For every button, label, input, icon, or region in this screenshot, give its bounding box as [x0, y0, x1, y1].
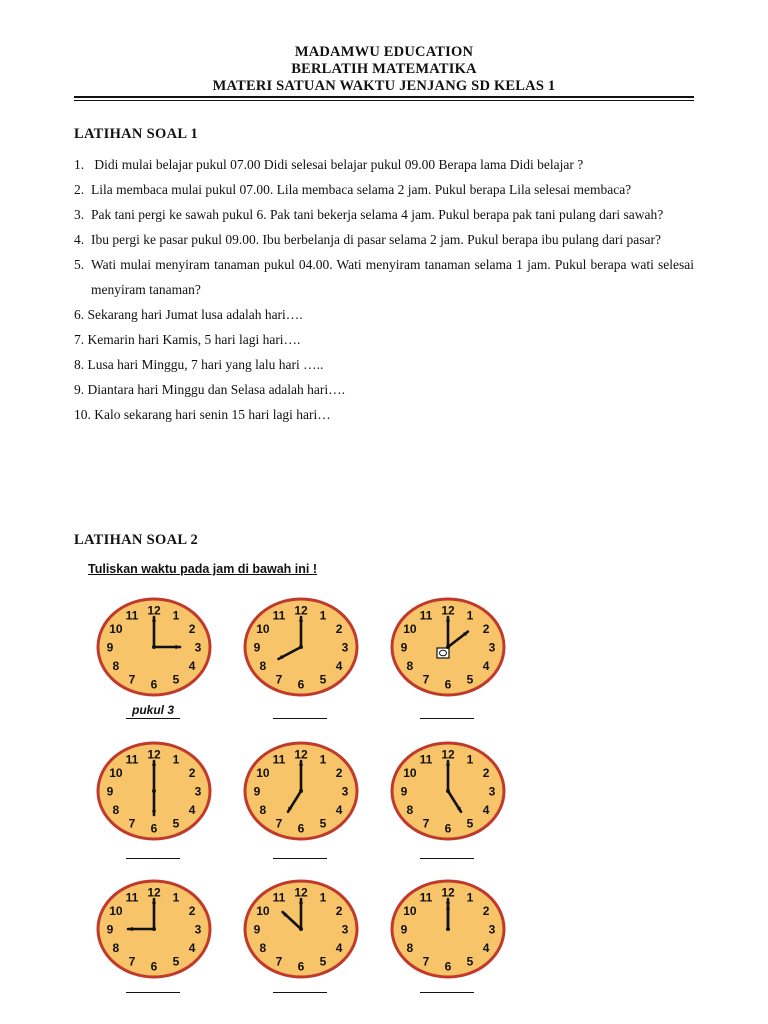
question-text: Didi mulai belajar pukul 07.00 Didi selesai belajar pukul 09.00 Berapa lama Didi belajar ? — [91, 157, 584, 172]
clock-number: 2 — [188, 622, 196, 636]
clock-number: 11 — [125, 608, 139, 623]
clock-2 — [243, 596, 359, 698]
question-item — [74, 202, 694, 227]
clock-number: 4 — [482, 659, 490, 673]
clock-number: 11 — [272, 752, 286, 767]
clock-number: 2 — [482, 904, 490, 918]
header-divider-thick — [74, 96, 694, 98]
clock-pivot — [152, 789, 156, 793]
clock-number: 5 — [466, 954, 474, 969]
clock-number: 7 — [275, 816, 283, 831]
clock-number: 8 — [259, 941, 267, 955]
clock-number: 11 — [272, 890, 286, 905]
question-item — [74, 352, 694, 377]
clock-number: 6 — [444, 959, 452, 974]
clock-number: 7 — [275, 672, 283, 687]
clock-number: 7 — [275, 954, 283, 969]
clock-pivot — [446, 927, 450, 931]
clock-number: 7 — [128, 816, 136, 831]
clock-number: 6 — [150, 959, 158, 974]
question-item — [74, 152, 694, 177]
clock-number: 9 — [400, 784, 408, 799]
clock-number: 5 — [319, 954, 327, 969]
question-number: 7. — [74, 332, 85, 347]
question-number: 10. — [74, 407, 91, 422]
clock-number: 3 — [194, 784, 202, 799]
clock-number: 12 — [294, 747, 308, 762]
question-text: Pak tani pergi ke sawah pukul 6. Pak tani bekerja selama 4 jam. Pukul berapa pak tani pulang dari sawah? — [91, 207, 664, 222]
answer-blank[interactable] — [420, 976, 474, 993]
question-number: 1. — [74, 157, 85, 172]
clock-number: 8 — [112, 803, 120, 817]
question-item — [74, 402, 694, 427]
clock-number: 12 — [294, 603, 308, 618]
clock-number: 7 — [128, 672, 136, 687]
clock-number: 3 — [341, 784, 349, 799]
question-number: 5. — [74, 257, 85, 272]
clock-number: 3 — [194, 922, 202, 937]
answer-blank[interactable] — [126, 842, 180, 859]
clock-number: 8 — [259, 803, 267, 817]
clock-number: 11 — [419, 890, 433, 905]
clock-number: 12 — [147, 747, 161, 762]
section2-instruction: Tuliskan waktu pada jam di bawah ini ! — [88, 562, 317, 576]
clock-5 — [243, 740, 359, 842]
clock-number: 11 — [419, 608, 433, 623]
clock-number: 9 — [253, 640, 261, 655]
clock-number: 2 — [335, 904, 343, 918]
clock-number: 6 — [150, 677, 158, 692]
clock-number: 8 — [406, 659, 414, 673]
question-item — [74, 252, 694, 302]
clock-number: 9 — [106, 640, 114, 655]
clock-number: 10 — [256, 904, 270, 918]
clock-number: 8 — [406, 941, 414, 955]
clock-number: 3 — [341, 922, 349, 937]
clock-number: 1 — [466, 608, 474, 623]
answer-blank[interactable]: pukul 3 — [126, 702, 180, 719]
question-text: Lila membaca mulai pukul 07.00. Lila membaca selama 2 jam. Pukul berapa Lila selesai membaca? — [91, 182, 632, 197]
question-text: Wati mulai menyiram tanaman pukul 04.00. Wati menyiram tanaman selama 1 jam. Pukul berapa wati selesai menyiram tanaman? — [91, 257, 694, 297]
clock-6 — [390, 740, 506, 842]
clock-number: 1 — [466, 752, 474, 767]
clock-number: 2 — [335, 622, 343, 636]
question-text: Sekarang hari Jumat lusa adalah hari…. — [84, 307, 303, 322]
answer-blank[interactable] — [273, 976, 327, 993]
clock-number: 6 — [444, 677, 452, 692]
clock-number: 8 — [112, 941, 120, 955]
clock-pivot — [152, 927, 156, 931]
clock-number: 9 — [253, 784, 261, 799]
clock-number: 3 — [488, 922, 496, 937]
clock-number: 9 — [253, 922, 261, 937]
question-number: 6. — [74, 307, 85, 322]
clock-number: 4 — [335, 941, 343, 955]
clock-number: 3 — [194, 640, 202, 655]
clock-number: 10 — [256, 766, 270, 780]
clock-number: 3 — [488, 784, 496, 799]
clock-number: 9 — [106, 922, 114, 937]
clock-number: 10 — [256, 622, 270, 636]
clock-7 — [96, 878, 212, 980]
clock-number: 1 — [466, 890, 474, 905]
clock-number: 12 — [294, 885, 308, 900]
clock-pivot — [299, 927, 303, 931]
answer-blank[interactable] — [420, 842, 474, 859]
answer-blank[interactable] — [273, 702, 327, 719]
question-number: 3. — [74, 207, 85, 222]
question-item — [74, 327, 694, 352]
clock-number: 10 — [403, 622, 417, 636]
clock-number: 6 — [444, 821, 452, 836]
clock-number: 8 — [406, 803, 414, 817]
clock-number: 12 — [441, 747, 455, 762]
clock-number: 5 — [172, 672, 180, 687]
clock-number: 10 — [403, 766, 417, 780]
clock-8 — [243, 878, 359, 980]
clock-number: 1 — [172, 890, 180, 905]
clock-pivot — [299, 789, 303, 793]
clock-9 — [390, 878, 506, 980]
question-text: Lusa hari Minggu, 7 hari yang lalu hari ….. — [84, 357, 324, 372]
clock-number: 4 — [188, 803, 196, 817]
clock-number: 8 — [112, 659, 120, 673]
clock-number: 12 — [147, 603, 161, 618]
clock-pivot — [299, 645, 303, 649]
question-item — [74, 377, 694, 402]
header-divider-thin — [74, 100, 694, 101]
question-item — [74, 177, 694, 202]
clock-number: 6 — [150, 821, 158, 836]
clock-number: 12 — [147, 885, 161, 900]
clock-number: 9 — [400, 640, 408, 655]
clock-number: 4 — [482, 941, 490, 955]
question-text: Ibu pergi ke pasar pukul 09.00. Ibu berbelanja di pasar selama 2 jam. Pukul berapa ibu pulang dari pasar? — [91, 232, 661, 247]
clock-number: 7 — [422, 816, 430, 831]
clock-number: 11 — [125, 890, 139, 905]
question-number: 2. — [74, 182, 85, 197]
clock-number: 10 — [109, 622, 123, 636]
answer-blank[interactable] — [126, 976, 180, 993]
question-text: Kemarin hari Kamis, 5 hari lagi hari…. — [84, 332, 301, 347]
clock-number: 6 — [297, 677, 305, 692]
clock-number: 5 — [172, 816, 180, 831]
question-number: 9. — [74, 382, 85, 397]
clock-number: 1 — [172, 608, 180, 623]
clock-number: 6 — [297, 821, 305, 836]
clock-number: 2 — [188, 766, 196, 780]
clock-number: 4 — [335, 803, 343, 817]
clock-number: 2 — [482, 766, 490, 780]
clock-number: 2 — [335, 766, 343, 780]
clock-4 — [96, 740, 212, 842]
question-text: Diantara hari Minggu dan Selasa adalah hari…. — [84, 382, 346, 397]
question-item — [74, 302, 694, 327]
clock-number: 4 — [335, 659, 343, 673]
section2-title: LATIHAN SOAL 2 — [74, 532, 198, 548]
question-item — [74, 227, 694, 252]
answer-blank[interactable] — [420, 702, 474, 719]
header-org: MADAMWU EDUCATION — [294, 44, 474, 60]
question-number: 8. — [74, 357, 85, 372]
header-subject: BERLATIH MATEMATIKA — [291, 61, 477, 77]
clock-number: 5 — [319, 816, 327, 831]
clock-number: 7 — [128, 954, 136, 969]
clock-number: 4 — [482, 803, 490, 817]
clock-number: 10 — [109, 904, 123, 918]
clock-number: 9 — [106, 784, 114, 799]
clock-center-box — [437, 648, 449, 658]
clock-number: 6 — [297, 959, 305, 974]
clock-number: 9 — [400, 922, 408, 937]
clock-number: 4 — [188, 659, 196, 673]
clock-number: 1 — [319, 608, 327, 623]
clock-number: 7 — [422, 954, 430, 969]
clock-number: 3 — [488, 640, 496, 655]
question-text: Kalo sekarang hari senin 15 hari lagi hari… — [90, 407, 331, 422]
question-list — [74, 152, 694, 427]
clock-number: 5 — [466, 816, 474, 831]
clock-number: 1 — [319, 890, 327, 905]
clock-3 — [390, 596, 506, 698]
clock-number: 4 — [188, 941, 196, 955]
clock-number: 12 — [441, 885, 455, 900]
clock-number: 10 — [403, 904, 417, 918]
clock-pivot — [446, 789, 450, 793]
answer-blank[interactable] — [273, 842, 327, 859]
clock-number: 5 — [466, 672, 474, 687]
clock-number: 12 — [441, 603, 455, 618]
header-topic: MATERI SATUAN WAKTU JENJANG SD KELAS 1 — [212, 78, 556, 94]
clock-number: 2 — [188, 904, 196, 918]
clock-1 — [96, 596, 212, 698]
clock-number: 3 — [341, 640, 349, 655]
clock-number: 8 — [259, 659, 267, 673]
clock-number: 1 — [319, 752, 327, 767]
clock-number: 11 — [419, 752, 433, 767]
section1-title: LATIHAN SOAL 1 — [74, 126, 198, 142]
clock-number: 2 — [482, 622, 490, 636]
question-number: 4. — [74, 232, 85, 247]
clock-number: 10 — [109, 766, 123, 780]
clock-number: 5 — [172, 954, 180, 969]
clock-pivot — [152, 645, 156, 649]
clock-number: 11 — [272, 608, 286, 623]
clock-number: 11 — [125, 752, 139, 767]
clock-number: 1 — [172, 752, 180, 767]
clock-pivot — [446, 645, 450, 649]
clock-number: 7 — [422, 672, 430, 687]
document-header — [0, 44, 768, 95]
clock-number: 5 — [319, 672, 327, 687]
